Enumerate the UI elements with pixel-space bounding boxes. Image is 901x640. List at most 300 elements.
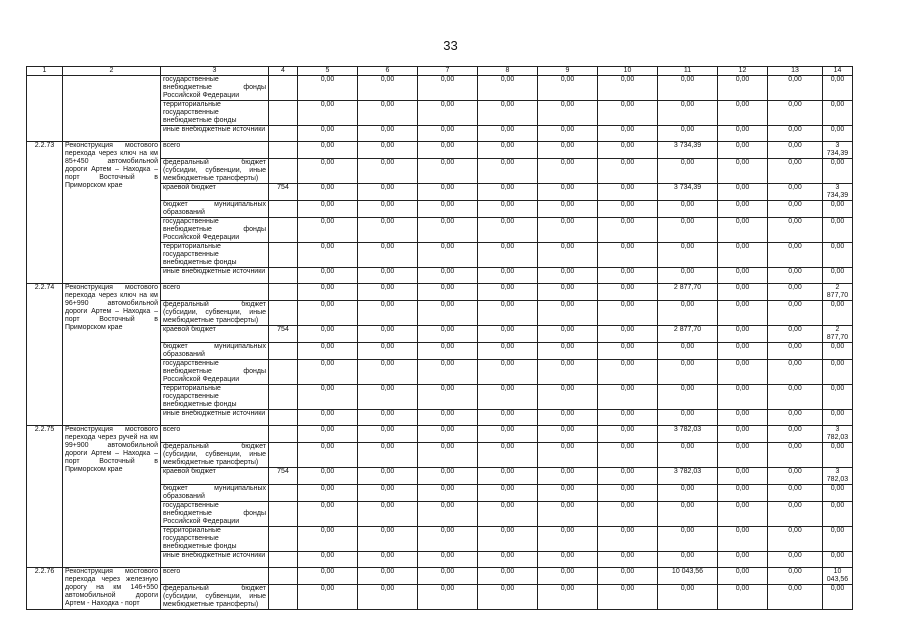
amount-cell: 0,00 [598, 243, 658, 268]
amount-cell: 0,00 [478, 568, 538, 585]
amount-cell: 0,00 [418, 268, 478, 284]
amount-cell: 0,00 [418, 184, 478, 201]
budget-code [269, 385, 298, 410]
amount-cell: 0,00 [538, 301, 598, 326]
budget-code [269, 568, 298, 585]
amount-cell: 0,00 [418, 585, 478, 610]
amount-cell: 0,00 [598, 502, 658, 527]
amount-cell: 0,00 [598, 101, 658, 126]
amount-cell: 0,00 [768, 218, 823, 243]
funding-source: иные внебюджетные источники [161, 126, 269, 142]
funding-source: государственные внебюджетные фонды Российской Федерации [161, 360, 269, 385]
amount-cell: 0,00 [718, 101, 768, 126]
amount-cell: 0,00 [823, 385, 853, 410]
amount-cell: 0,00 [418, 284, 478, 301]
amount-cell: 0,00 [718, 585, 768, 610]
amount-cell: 0,00 [718, 426, 768, 443]
amount-cell: 0,00 [418, 502, 478, 527]
amount-cell: 0,00 [538, 502, 598, 527]
amount-cell: 0,00 [768, 443, 823, 468]
amount-cell: 0,00 [598, 426, 658, 443]
amount-cell: 0,00 [768, 184, 823, 201]
amount-cell: 3 734,39 [658, 142, 718, 159]
amount-cell: 0,00 [598, 184, 658, 201]
amount-cell: 2 877,70 [823, 284, 853, 301]
funding-source: федеральный бюджет (субсидии, субвенции, иные межбюджетные трансферты) [161, 585, 269, 610]
amount-cell: 0,00 [598, 268, 658, 284]
amount-cell: 0,00 [418, 360, 478, 385]
amount-cell: 0,00 [358, 527, 418, 552]
table-row [27, 142, 853, 159]
amount-cell: 0,00 [718, 243, 768, 268]
amount-cell: 0,00 [358, 552, 418, 568]
amount-cell: 3 734,39 [823, 184, 853, 201]
amount-cell: 0,00 [718, 326, 768, 343]
amount-cell: 0,00 [478, 218, 538, 243]
amount-cell: 0,00 [768, 126, 823, 142]
amount-cell: 0,00 [718, 552, 768, 568]
amount-cell: 0,00 [598, 343, 658, 360]
amount-cell: 0,00 [358, 301, 418, 326]
amount-cell: 0,00 [418, 568, 478, 585]
amount-cell: 0,00 [298, 468, 358, 485]
amount-cell: 0,00 [298, 502, 358, 527]
amount-cell: 0,00 [823, 201, 853, 218]
amount-cell: 0,00 [598, 410, 658, 426]
amount-cell: 0,00 [358, 218, 418, 243]
amount-cell: 0,00 [823, 243, 853, 268]
budget-code [269, 201, 298, 218]
amount-cell: 0,00 [418, 552, 478, 568]
page-number: 33 [443, 38, 458, 53]
funding-source: федеральный бюджет (субсидии, субвенции, иные межбюджетные трансферты) [161, 443, 269, 468]
column-header-6: 6 [358, 67, 418, 76]
amount-cell: 0,00 [658, 201, 718, 218]
amount-cell: 0,00 [478, 126, 538, 142]
item-description [63, 76, 161, 142]
amount-cell: 0,00 [718, 527, 768, 552]
amount-cell: 0,00 [358, 101, 418, 126]
column-header-5: 5 [298, 67, 358, 76]
funding-source: всего [161, 426, 269, 443]
amount-cell: 0,00 [298, 142, 358, 159]
amount-cell: 0,00 [358, 126, 418, 142]
budget-code [269, 360, 298, 385]
amount-cell: 0,00 [538, 76, 598, 101]
funding-source: краевой бюджет [161, 326, 269, 343]
amount-cell: 0,00 [478, 410, 538, 426]
amount-cell: 0,00 [768, 468, 823, 485]
item-code: 2.2.73 [27, 142, 63, 284]
header-row [27, 67, 853, 76]
amount-cell: 0,00 [768, 485, 823, 502]
amount-cell: 0,00 [658, 243, 718, 268]
amount-cell: 0,00 [718, 485, 768, 502]
amount-cell: 0,00 [538, 243, 598, 268]
amount-cell: 0,00 [598, 443, 658, 468]
amount-cell: 0,00 [358, 343, 418, 360]
amount-cell: 0,00 [823, 410, 853, 426]
amount-cell: 0,00 [598, 76, 658, 101]
amount-cell: 0,00 [418, 326, 478, 343]
amount-cell: 0,00 [418, 243, 478, 268]
amount-cell: 0,00 [768, 568, 823, 585]
amount-cell: 0,00 [658, 126, 718, 142]
budget-code [269, 268, 298, 284]
funding-source: иные внебюджетные источники [161, 410, 269, 426]
budget-code [269, 443, 298, 468]
amount-cell: 0,00 [768, 426, 823, 443]
amount-cell: 0,00 [598, 142, 658, 159]
amount-cell: 0,00 [823, 485, 853, 502]
amount-cell: 0,00 [718, 343, 768, 360]
column-header-14: 14 [823, 67, 853, 76]
budget-code [269, 485, 298, 502]
budget-code [269, 159, 298, 184]
budget-code [269, 343, 298, 360]
amount-cell: 3 734,39 [658, 184, 718, 201]
budget-code [269, 243, 298, 268]
amount-cell: 0,00 [823, 218, 853, 243]
amount-cell: 0,00 [418, 159, 478, 184]
funding-source: всего [161, 142, 269, 159]
table-row [27, 284, 853, 301]
amount-cell: 0,00 [598, 527, 658, 552]
funding-source: федеральный бюджет (субсидии, субвенции, иные межбюджетные трансферты) [161, 159, 269, 184]
item-description: Реконструкция мостового перехода через ключ на км 85+450 автомобильной дороги Артем – Находка – порт Восточный в Приморском крае [63, 142, 161, 284]
amount-cell: 0,00 [823, 502, 853, 527]
amount-cell: 3 782,03 [823, 468, 853, 485]
amount-cell: 0,00 [478, 201, 538, 218]
amount-cell: 0,00 [358, 184, 418, 201]
amount-cell: 0,00 [768, 527, 823, 552]
amount-cell: 0,00 [658, 385, 718, 410]
amount-cell: 0,00 [298, 301, 358, 326]
amount-cell: 0,00 [768, 159, 823, 184]
amount-cell: 0,00 [768, 201, 823, 218]
column-header-8: 8 [478, 67, 538, 76]
amount-cell: 0,00 [768, 243, 823, 268]
amount-cell: 3 782,03 [658, 426, 718, 443]
amount-cell: 0,00 [298, 443, 358, 468]
amount-cell: 0,00 [358, 426, 418, 443]
amount-cell: 0,00 [478, 485, 538, 502]
amount-cell: 0,00 [658, 360, 718, 385]
amount-cell: 0,00 [358, 159, 418, 184]
amount-cell: 0,00 [658, 343, 718, 360]
amount-cell: 0,00 [658, 218, 718, 243]
amount-cell: 0,00 [598, 468, 658, 485]
amount-cell: 0,00 [768, 585, 823, 610]
amount-cell: 0,00 [768, 360, 823, 385]
amount-cell: 0,00 [598, 301, 658, 326]
amount-cell: 0,00 [358, 585, 418, 610]
amount-cell: 0,00 [478, 284, 538, 301]
amount-cell: 0,00 [538, 142, 598, 159]
amount-cell: 0,00 [538, 568, 598, 585]
amount-cell: 0,00 [598, 126, 658, 142]
amount-cell: 0,00 [538, 426, 598, 443]
amount-cell: 0,00 [478, 502, 538, 527]
amount-cell: 0,00 [478, 101, 538, 126]
amount-cell: 0,00 [658, 301, 718, 326]
amount-cell: 3 734,39 [823, 142, 853, 159]
amount-cell: 0,00 [358, 360, 418, 385]
funding-source: государственные внебюджетные фонды Российской Федерации [161, 502, 269, 527]
funding-source: краевой бюджет [161, 184, 269, 201]
column-header-1: 1 [27, 67, 63, 76]
amount-cell: 0,00 [298, 201, 358, 218]
item-description: Реконструкция мостового перехода через железную дорогу на км 146+550 автомобильной дороги Артем - Находка - порт [63, 568, 161, 610]
amount-cell: 0,00 [718, 201, 768, 218]
column-header-13: 13 [768, 67, 823, 76]
column-header-4: 4 [269, 67, 298, 76]
amount-cell: 0,00 [598, 568, 658, 585]
funding-source: государственные внебюджетные фонды Российской Федерации [161, 76, 269, 101]
amount-cell: 0,00 [718, 268, 768, 284]
amount-cell: 0,00 [598, 385, 658, 410]
amount-cell: 0,00 [538, 385, 598, 410]
table-body [27, 76, 853, 610]
amount-cell: 0,00 [598, 552, 658, 568]
amount-cell: 0,00 [478, 268, 538, 284]
amount-cell: 0,00 [358, 326, 418, 343]
amount-cell: 0,00 [538, 184, 598, 201]
amount-cell: 0,00 [718, 360, 768, 385]
amount-cell: 0,00 [298, 126, 358, 142]
amount-cell: 2 877,70 [823, 326, 853, 343]
amount-cell: 0,00 [823, 76, 853, 101]
amount-cell: 0,00 [538, 443, 598, 468]
table-row [27, 426, 853, 443]
funding-source: территориальные государственные внебюджетные фонды [161, 385, 269, 410]
amount-cell: 0,00 [658, 502, 718, 527]
amount-cell: 0,00 [538, 101, 598, 126]
amount-cell: 0,00 [358, 410, 418, 426]
funding-source: иные внебюджетные источники [161, 268, 269, 284]
amount-cell: 0,00 [418, 76, 478, 101]
funding-source: иные внебюджетные источники [161, 552, 269, 568]
item-description: Реконструкция мостового перехода через ключ на км 96+990 автомобильной дороги Артем – Находка – порт Восточный в Приморском крае [63, 284, 161, 426]
column-header-12: 12 [718, 67, 768, 76]
funding-source: территориальные государственные внебюджетные фонды [161, 243, 269, 268]
amount-cell: 0,00 [418, 101, 478, 126]
amount-cell: 0,00 [418, 410, 478, 426]
amount-cell: 0,00 [298, 326, 358, 343]
amount-cell: 0,00 [298, 159, 358, 184]
amount-cell: 0,00 [298, 410, 358, 426]
amount-cell: 0,00 [298, 243, 358, 268]
budget-code: 754 [269, 468, 298, 485]
amount-cell: 0,00 [478, 552, 538, 568]
amount-cell: 0,00 [418, 218, 478, 243]
amount-cell: 0,00 [598, 360, 658, 385]
amount-cell: 0,00 [658, 268, 718, 284]
amount-cell: 0,00 [718, 502, 768, 527]
budget-code [269, 126, 298, 142]
amount-cell: 0,00 [298, 101, 358, 126]
amount-cell: 0,00 [718, 76, 768, 101]
amount-cell: 0,00 [298, 360, 358, 385]
amount-cell: 2 877,70 [658, 326, 718, 343]
budget-code [269, 410, 298, 426]
amount-cell: 0,00 [538, 527, 598, 552]
amount-cell: 0,00 [768, 268, 823, 284]
amount-cell: 0,00 [538, 126, 598, 142]
amount-cell: 0,00 [598, 159, 658, 184]
amount-cell: 0,00 [298, 268, 358, 284]
amount-cell: 0,00 [358, 142, 418, 159]
amount-cell: 0,00 [418, 527, 478, 552]
amount-cell: 0,00 [823, 126, 853, 142]
amount-cell: 0,00 [718, 218, 768, 243]
amount-cell: 0,00 [358, 485, 418, 502]
amount-cell: 0,00 [478, 301, 538, 326]
amount-cell: 0,00 [768, 284, 823, 301]
table-row [27, 76, 853, 101]
item-code: 2.2.75 [27, 426, 63, 568]
column-header-9: 9 [538, 67, 598, 76]
amount-cell: 0,00 [718, 284, 768, 301]
amount-cell: 0,00 [298, 585, 358, 610]
amount-cell: 0,00 [538, 326, 598, 343]
funding-source: федеральный бюджет (субсидии, субвенции, иные межбюджетные трансферты) [161, 301, 269, 326]
amount-cell: 0,00 [538, 201, 598, 218]
item-code: 2.2.76 [27, 568, 63, 610]
amount-cell: 0,00 [768, 552, 823, 568]
amount-cell: 0,00 [768, 502, 823, 527]
amount-cell: 0,00 [768, 385, 823, 410]
amount-cell: 0,00 [298, 76, 358, 101]
amount-cell: 0,00 [478, 426, 538, 443]
amount-cell: 0,00 [823, 268, 853, 284]
amount-cell: 10 043,56 [823, 568, 853, 585]
amount-cell: 0,00 [298, 184, 358, 201]
amount-cell: 0,00 [478, 184, 538, 201]
amount-cell: 0,00 [538, 410, 598, 426]
column-header-10: 10 [598, 67, 658, 76]
amount-cell: 0,00 [658, 585, 718, 610]
column-header-3: 3 [161, 67, 269, 76]
amount-cell: 0,00 [538, 284, 598, 301]
amount-cell: 0,00 [298, 552, 358, 568]
amount-cell: 0,00 [478, 343, 538, 360]
amount-cell: 0,00 [718, 184, 768, 201]
amount-cell: 0,00 [823, 585, 853, 610]
amount-cell: 10 043,56 [658, 568, 718, 585]
amount-cell: 0,00 [538, 585, 598, 610]
budget-code: 754 [269, 184, 298, 201]
budget-code [269, 527, 298, 552]
budget-code [269, 101, 298, 126]
item-code [27, 76, 63, 142]
amount-cell: 0,00 [418, 468, 478, 485]
budget-code [269, 426, 298, 443]
funding-source: территориальные государственные внебюджетные фонды [161, 101, 269, 126]
amount-cell: 0,00 [718, 385, 768, 410]
budget-code: 754 [269, 326, 298, 343]
amount-cell: 0,00 [823, 443, 853, 468]
amount-cell: 0,00 [823, 527, 853, 552]
funding-source: территориальные государственные внебюджетные фонды [161, 527, 269, 552]
amount-cell: 0,00 [478, 443, 538, 468]
amount-cell: 0,00 [538, 468, 598, 485]
amount-cell: 0,00 [823, 101, 853, 126]
amount-cell: 0,00 [478, 243, 538, 268]
item-description: Реконструкция мостового перехода через ручей на км 99+900 автомобильной дороги Артем – Находка – порт Восточный в Приморском крае [63, 426, 161, 568]
amount-cell: 0,00 [823, 552, 853, 568]
amount-cell: 0,00 [418, 142, 478, 159]
funding-source: бюджет муниципальных образований [161, 485, 269, 502]
amount-cell: 0,00 [478, 385, 538, 410]
amount-cell: 0,00 [658, 76, 718, 101]
amount-cell: 0,00 [768, 101, 823, 126]
amount-cell: 0,00 [358, 201, 418, 218]
amount-cell: 0,00 [418, 201, 478, 218]
amount-cell: 0,00 [418, 385, 478, 410]
amount-cell: 0,00 [538, 159, 598, 184]
amount-cell: 0,00 [298, 485, 358, 502]
amount-cell: 0,00 [598, 485, 658, 502]
budget-code [269, 552, 298, 568]
amount-cell: 0,00 [478, 360, 538, 385]
amount-cell: 0,00 [418, 301, 478, 326]
amount-cell: 0,00 [718, 142, 768, 159]
amount-cell: 0,00 [768, 326, 823, 343]
amount-cell: 0,00 [418, 343, 478, 360]
amount-cell: 0,00 [298, 385, 358, 410]
amount-cell: 0,00 [768, 410, 823, 426]
amount-cell: 0,00 [718, 159, 768, 184]
item-code: 2.2.74 [27, 284, 63, 426]
amount-cell: 0,00 [358, 243, 418, 268]
amount-cell: 0,00 [298, 218, 358, 243]
column-header-2: 2 [63, 67, 161, 76]
amount-cell: 0,00 [538, 485, 598, 502]
funding-source: бюджет муниципальных образований [161, 343, 269, 360]
amount-cell: 0,00 [823, 343, 853, 360]
amount-cell: 0,00 [658, 552, 718, 568]
budget-code [269, 218, 298, 243]
amount-cell: 0,00 [478, 585, 538, 610]
amount-cell: 0,00 [358, 443, 418, 468]
amount-cell: 0,00 [598, 218, 658, 243]
amount-cell: 0,00 [298, 284, 358, 301]
amount-cell: 0,00 [478, 142, 538, 159]
funding-source: всего [161, 284, 269, 301]
column-header-7: 7 [418, 67, 478, 76]
amount-cell: 0,00 [358, 468, 418, 485]
amount-cell: 0,00 [768, 76, 823, 101]
amount-cell: 0,00 [718, 126, 768, 142]
amount-cell: 3 782,03 [823, 426, 853, 443]
amount-cell: 0,00 [598, 201, 658, 218]
amount-cell: 0,00 [823, 159, 853, 184]
amount-cell: 0,00 [658, 101, 718, 126]
table-row [27, 568, 853, 585]
amount-cell: 0,00 [658, 485, 718, 502]
funding-source: государственные внебюджетные фонды Российской Федерации [161, 218, 269, 243]
amount-cell: 0,00 [598, 326, 658, 343]
amount-cell: 0,00 [768, 343, 823, 360]
amount-cell: 0,00 [658, 159, 718, 184]
amount-cell: 0,00 [358, 385, 418, 410]
amount-cell: 0,00 [358, 502, 418, 527]
column-header-11: 11 [658, 67, 718, 76]
amount-cell: 0,00 [358, 284, 418, 301]
amount-cell: 0,00 [478, 76, 538, 101]
amount-cell: 0,00 [478, 326, 538, 343]
